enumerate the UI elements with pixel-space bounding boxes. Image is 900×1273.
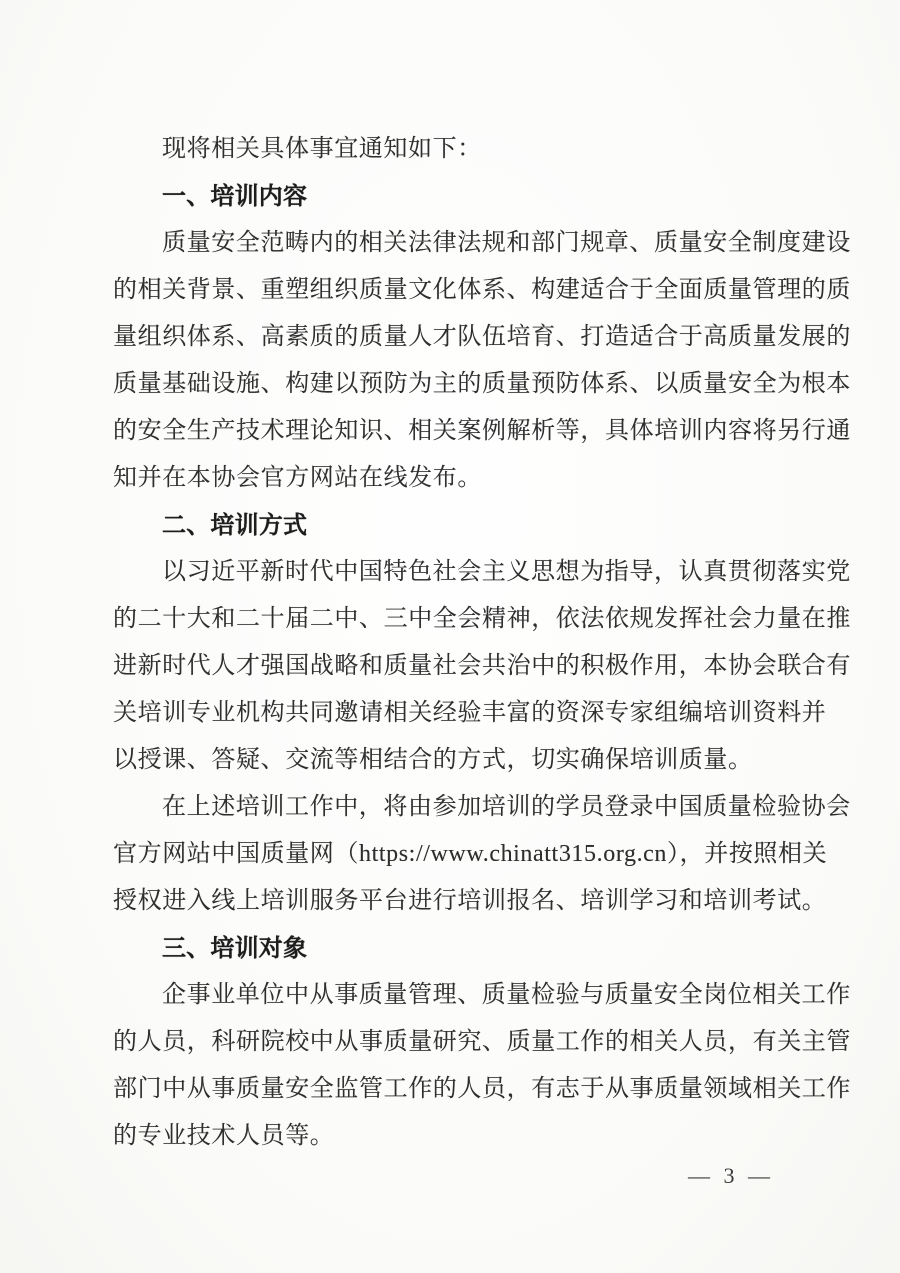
text-line: 的安全生产技术理论知识、相关案例解析等，具体培训内容将另行通 — [113, 418, 851, 444]
text-line: 以授课、答疑、交流等相结合的方式，切实确保培训质量。 — [113, 747, 753, 773]
document-body — [113, 126, 851, 1160]
text-line: 质量安全范畴内的相关法律法规和部门规章、质量安全制度建设 — [162, 230, 851, 256]
text-line: 进新时代人才强国战略和质量社会共治中的积极作用，本协会联合有 — [113, 653, 851, 679]
text-line: 企事业单位中从事质量管理、质量检验与质量安全岗位相关工作 — [162, 982, 851, 1008]
text-line: 质量基础设施、构建以预防为主的质量预防体系、以质量安全为根本 — [113, 371, 851, 397]
text-line: 的二十大和二十届二中、三中全会精神，依法依规发挥社会力量在推 — [113, 606, 851, 632]
text-line: 量组织体系、高素质的质量人才队伍培育、打造适合于高质量发展的 — [113, 324, 851, 350]
section-1-heading: 一、培训内容 — [162, 183, 308, 210]
text-line: 知并在本协会官方网站在线发布。 — [113, 465, 482, 491]
page-number: — 3 — — [688, 1163, 774, 1188]
text-line: 的相关背景、重塑组织质量文化体系、构建适合于全面质量管理的质 — [113, 277, 851, 303]
text-line: 在上述培训工作中，将由参加培训的学员登录中国质量检验协会 — [162, 794, 851, 820]
text-line: 授权进入线上培训服务平台进行培训报名、培训学习和培训考试。 — [113, 888, 827, 914]
text-line: 的人员，科研院校中从事质量研究、质量工作的相关人员，有关主管 — [113, 1029, 851, 1055]
text-line: 的专业技术人员等。 — [113, 1123, 335, 1149]
text-line: 以习近平新时代中国特色社会主义思想为指导，认真贯彻落实党 — [162, 559, 851, 585]
text-line: 部门中从事质量安全监管工作的人员，有志于从事质量领域相关工作 — [113, 1076, 851, 1102]
intro-line: 现将相关具体事宜通知如下： — [162, 136, 482, 162]
text-line-with-url: 官方网站中国质量网（https://www.chinatt315.org.cn），并按照相关 — [113, 841, 828, 867]
section-2-heading: 二、培训方式 — [162, 512, 308, 539]
text-line: 关培训专业机构共同邀请相关经验丰富的资深专家组编培训资料并 — [113, 700, 827, 726]
section-3-heading: 三、培训对象 — [162, 935, 308, 962]
